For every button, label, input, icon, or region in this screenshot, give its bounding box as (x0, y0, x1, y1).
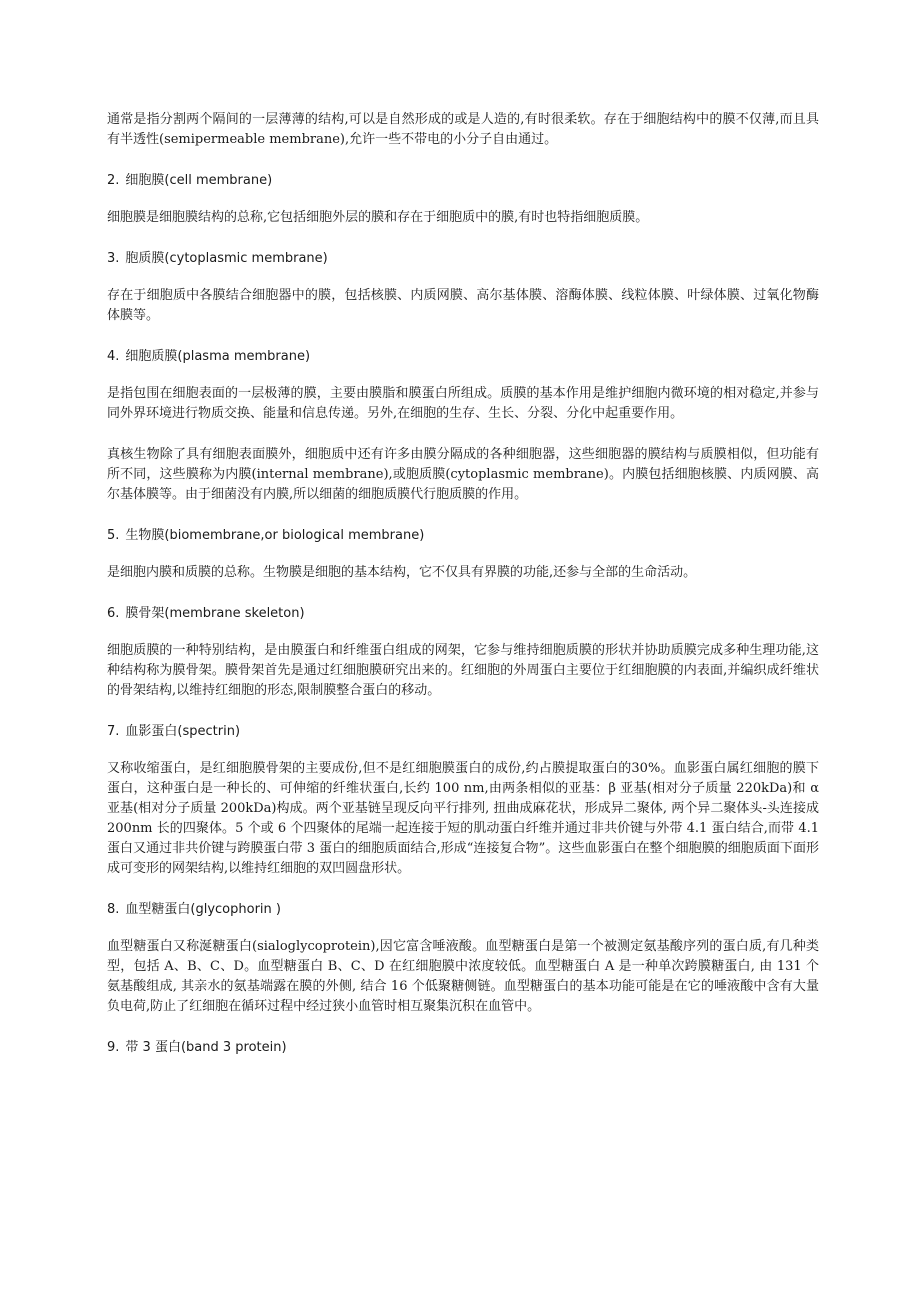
section-heading (107, 249, 819, 269)
section-heading (107, 604, 819, 624)
section-paragraph: 是细胞内膜和质膜的总称。生物膜是细胞的基本结构，它不仅具有界膜的功能,还参与全部的生命活动。 (107, 565, 697, 580)
section-paragraph: 存在于细胞质中各膜结合细胞器中的膜，包括核膜、内质网膜、高尔基体膜、溶酶体膜、线粒体膜、叶绿体膜、过氧化物酶体膜等。 (107, 288, 819, 323)
section-number: 3. (107, 251, 120, 266)
document-page (107, 110, 819, 1075)
section-number: 8. (107, 902, 120, 917)
section-title: 膜骨架(membrane skeleton) (125, 606, 305, 621)
section-paragraph: 又称收缩蛋白，是红细胞膜骨架的主要成份,但不是红细胞膜蛋白的成份,约占膜提取蛋白的30%。血影蛋白属红细胞的膜下蛋白，这种蛋白是一种长的、可伸缩的纤维状蛋白,长约 100 nm,由两条相似的亚基：β 亚基(相对分子质量 220kDa)和 α 亚基(相对分子质量 200kDa)构成。两个亚基链呈现反向平行排列, 扭曲成麻花状，形成异二聚体, 两个异二聚体头-头连接成 200nm 长的四聚体。5 个或 6 个四聚体的尾端一起连接于短的肌动蛋白纤维并通过非共价键与外带 4.1 蛋白结合,而带 4.1 蛋白又通过非共价键与跨膜蛋白带 3 蛋白的细胞质面结合,形成“连接复合物”。这些血影蛋白在整个细胞膜的细胞质面下面形成可变形的网架结构,以维持红细胞的双凹圆盘形状。 (107, 761, 819, 876)
section-title: 细胞膜(cell membrane) (125, 173, 273, 188)
section-heading (107, 900, 819, 920)
section-title: 生物膜(biomembrane,or biological membrane) (125, 528, 425, 543)
section-paragraph: 真核生物除了具有细胞表面膜外，细胞质中还有许多由膜分隔成的各种细胞器，这些细胞器的膜结构与质膜相似，但功能有所不同，这些膜称为内膜(internal membrane),或胞质膜(cytoplasmic membrane)。内膜包括细胞核膜、内质网膜、高尔基体膜等。由于细菌没有内膜,所以细菌的细胞质膜代行胞质膜的作用。 (107, 447, 819, 502)
section-title: 细胞质膜(plasma membrane) (125, 349, 311, 364)
sections-container (107, 171, 819, 1058)
section-paragraph: 细胞质膜的一种特别结构，是由膜蛋白和纤维蛋白组成的网架，它参与维持细胞质膜的形状并协助质膜完成多种生理功能,这种结构称为膜骨架。膜骨架首先是通过红细胞膜研究出来的。红细胞的外周蛋白主要位于红细胞膜的内表面,并编织成纤维状的骨架结构,以维持红细胞的形态,限制膜整合蛋白的移动。 (107, 643, 819, 698)
section-number: 6. (107, 606, 120, 621)
section-number: 2. (107, 173, 120, 188)
section-heading (107, 347, 819, 367)
section-number: 9. (107, 1040, 120, 1055)
section-paragraph: 血型糖蛋白又称涎糖蛋白(sialoglycoprotein),因它富含唾液酸。血型糖蛋白是第一个被测定氨基酸序列的蛋白质,有几种类型，包括 A、B、C、D。血型糖蛋白 B、C、D 在红细胞膜中浓度较低。血型糖蛋白 A 是一种单次跨膜糖蛋白, 由 131 个氨基酸组成, 其亲水的氨基端露在膜的外侧, 结合 16 个低聚糖侧链。血型糖蛋白的基本功能可能是在它的唾液酸中含有大量负电荷,防止了红细胞在循环过程中经过狭小血管时相互聚集沉积在血管中。 (107, 939, 819, 1014)
section-heading (107, 722, 819, 742)
section-number: 7. (107, 724, 120, 739)
intro-paragraph: 通常是指分割两个隔间的一层薄薄的结构,可以是自然形成的或是人造的,有时很柔软。存在于细胞结构中的膜不仅薄,而且具有半透性(semipermeable membrane),允许一些不带电的小分子自由通过。 (107, 112, 819, 147)
section-title: 带 3 蛋白(band 3 protein) (125, 1040, 287, 1055)
section-number: 5. (107, 528, 120, 543)
section-title: 血影蛋白(spectrin) (125, 724, 241, 739)
section-title: 血型糖蛋白(glycophorin ) (125, 902, 281, 917)
section-heading (107, 1038, 819, 1058)
section-heading (107, 526, 819, 546)
section-number: 4. (107, 349, 120, 364)
section-paragraph: 细胞膜是细胞膜结构的总称,它包括细胞外层的膜和存在于细胞质中的膜,有时也特指细胞质膜。 (107, 210, 649, 225)
section-paragraph: 是指包围在细胞表面的一层极薄的膜，主要由膜脂和膜蛋白所组成。质膜的基本作用是维护细胞内微环境的相对稳定,并参与同外界环境进行物质交换、能量和信息传递。另外,在细胞的生存、生长、分裂、分化中起重要作用。 (107, 386, 819, 421)
section-heading (107, 171, 819, 191)
section-title: 胞质膜(cytoplasmic membrane) (125, 251, 328, 266)
